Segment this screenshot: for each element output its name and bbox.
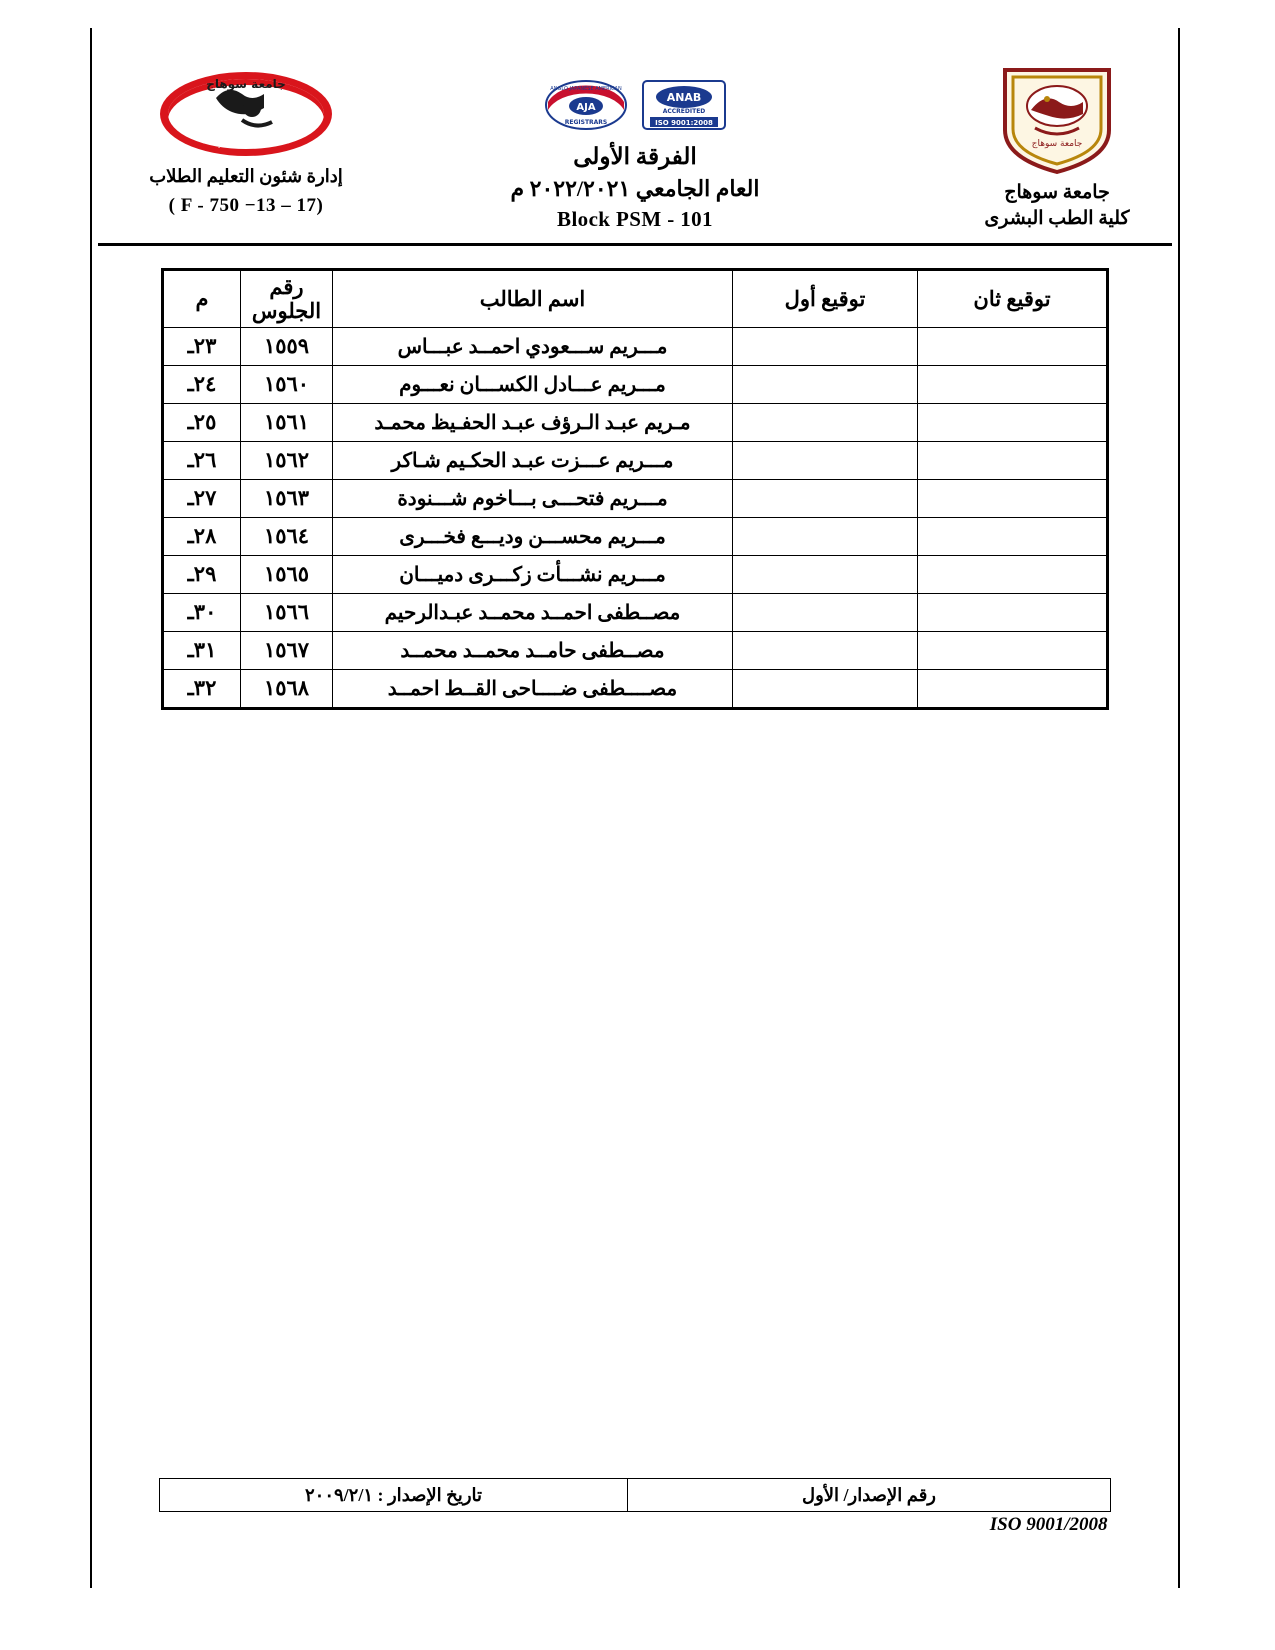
cell-signature-2[interactable] [918,556,1108,594]
cell-index: ٢٧ـ [163,480,241,518]
column-header-index: م [163,270,241,328]
table-row [163,556,1108,594]
column-header-seat-number [241,270,333,328]
cell-signature-1[interactable] [733,556,918,594]
university-name-line1: جامعة سوهاج [1004,182,1110,203]
table-row [163,366,1108,404]
cell-student-name: مـــريم فتحـــى بـــاخوم شـــنودة [333,480,733,518]
cell-index: ٢٥ـ [163,404,241,442]
student-roster-table [161,268,1109,710]
page-content [98,28,1172,1588]
cell-student-name: مصــطفى حامــد محمــد محمــد [333,632,733,670]
cell-student-name: مـــريم ســـعودي احمــد عبـــاس [333,328,733,366]
cell-student-name: مـــريم نشـــأت زكـــرى دميـــان [333,556,733,594]
aja-registrars-badge-icon [544,80,628,130]
roster-table-body [163,328,1108,709]
iso-standard-note-wrap [163,1514,1108,1536]
cell-signature-1[interactable] [733,518,918,556]
cell-seat-number: ١٥٦٠ [241,366,333,404]
cell-signature-2[interactable] [918,328,1108,366]
cell-index: ٣٠ـ [163,594,241,632]
form-code-label: ( F - 750 −13 – 17) [168,195,324,217]
cell-student-name: مـــريم عـــزت عبـد الحكـيم شـاكر [333,442,733,480]
cell-seat-number: ١٥٦٤ [241,518,333,556]
cell-seat-number: ١٥٦٥ [241,556,333,594]
footer-table [159,1478,1111,1512]
table-row [163,480,1108,518]
cell-signature-2[interactable] [918,404,1108,442]
cell-signature-1[interactable] [733,328,918,366]
cell-signature-1[interactable] [733,480,918,518]
cell-index: ٢٤ـ [163,366,241,404]
iso-standard-note: ISO 9001/2008 [989,1514,1108,1535]
footer-issue-date: تاريخ الإصدار : ٢٠٠٩/٢/١ [160,1479,628,1512]
seat-header-line1: رقم [269,274,304,299]
cell-student-name: مـــريم عـــادل الكســـان نعـــوم [333,366,733,404]
cell-student-name: مـــريم محســـن وديـــع فخـــرى [333,518,733,556]
cell-student-name: مصــطفى احمــد محمــد عبـدالرحيم [333,594,733,632]
document-header [98,28,1172,246]
anab-iso-badge-icon [642,80,726,130]
svg-text:REGISTRARS: REGISTRARS [564,119,608,126]
svg-text:AJA: AJA [576,102,596,113]
cell-signature-2[interactable] [918,632,1108,670]
table-row [163,518,1108,556]
roster-table-wrap [98,268,1172,710]
table-row [163,632,1108,670]
cell-index: ٣١ـ [163,632,241,670]
svg-text:ACCREDITED: ACCREDITED [662,108,706,115]
table-header-row [163,270,1108,328]
svg-text:جامعة سوهاج: جامعة سوهاج [1031,139,1083,149]
cell-index: ٢٣ـ [163,328,241,366]
svg-text:ANAB: ANAB [666,91,702,104]
cell-index: ٢٩ـ [163,556,241,594]
footer-issue-number: رقم الإصدار/ الأول [628,1479,1111,1512]
column-header-student-name: اسم الطالب [333,270,733,328]
admin-block [126,68,366,217]
cell-signature-2[interactable] [918,670,1108,709]
cell-seat-number: ١٥٦١ [241,404,333,442]
table-row [163,670,1108,709]
document-footer [98,1478,1172,1536]
table-row [163,442,1108,480]
cell-signature-2[interactable] [918,366,1108,404]
svg-text:جامعة سوهاج: جامعة سوهاج [206,77,286,91]
seat-header-line2: الجلوس [251,299,322,323]
cell-seat-number: ١٥٦٦ [241,594,333,632]
cell-student-name: مـريم عبـد الـرؤف عبـد الحفـيظ محمـد [333,404,733,442]
cell-signature-1[interactable] [733,632,918,670]
cell-index: ٢٨ـ [163,518,241,556]
footer-row [160,1479,1111,1512]
academic-year: العام الجامعي ٢٠٢٢/٢٠٢١ م [510,176,760,202]
cell-seat-number: ١٥٦٢ [241,442,333,480]
cell-signature-2[interactable] [918,594,1108,632]
table-row [163,404,1108,442]
cell-signature-1[interactable] [733,366,918,404]
svg-text:كلية الطب: كلية الطب [212,135,280,150]
faculty-of-medicine-logo-icon [156,68,336,160]
cell-signature-2[interactable] [918,480,1108,518]
cell-signature-1[interactable] [733,404,918,442]
cell-signature-1[interactable] [733,594,918,632]
cell-index: ٢٦ـ [163,442,241,480]
cell-seat-number: ١٥٥٩ [241,328,333,366]
cell-signature-1[interactable] [733,442,918,480]
cell-seat-number: ١٥٦٨ [241,670,333,709]
cell-seat-number: ١٥٦٧ [241,632,333,670]
svg-text:ANGLO JAPANESE AMERICAN: ANGLO JAPANESE AMERICAN [550,86,622,92]
cell-student-name: مصــــطفى ضــــاحى القــط احمــد [333,670,733,709]
column-header-signature-1: توقيع أول [733,270,918,328]
document-page [90,28,1180,1588]
table-row [163,594,1108,632]
faculty-name-line2: كلية الطب البشرى [984,207,1130,229]
cell-seat-number: ١٥٦٣ [241,480,333,518]
cell-signature-2[interactable] [918,442,1108,480]
column-header-signature-2: توقيع ثان [918,270,1108,328]
cell-signature-2[interactable] [918,518,1108,556]
block-code: Block PSM - 101 [557,207,713,232]
cell-signature-1[interactable] [733,670,918,709]
admin-department-label: إدارة شئون التعليم الطلاب [149,166,343,186]
group-title: الفرقة الأولى [573,144,697,169]
svg-text:ISO 9001:2008: ISO 9001:2008 [655,119,713,127]
table-row [163,328,1108,366]
cell-index: ٣٢ـ [163,670,241,709]
